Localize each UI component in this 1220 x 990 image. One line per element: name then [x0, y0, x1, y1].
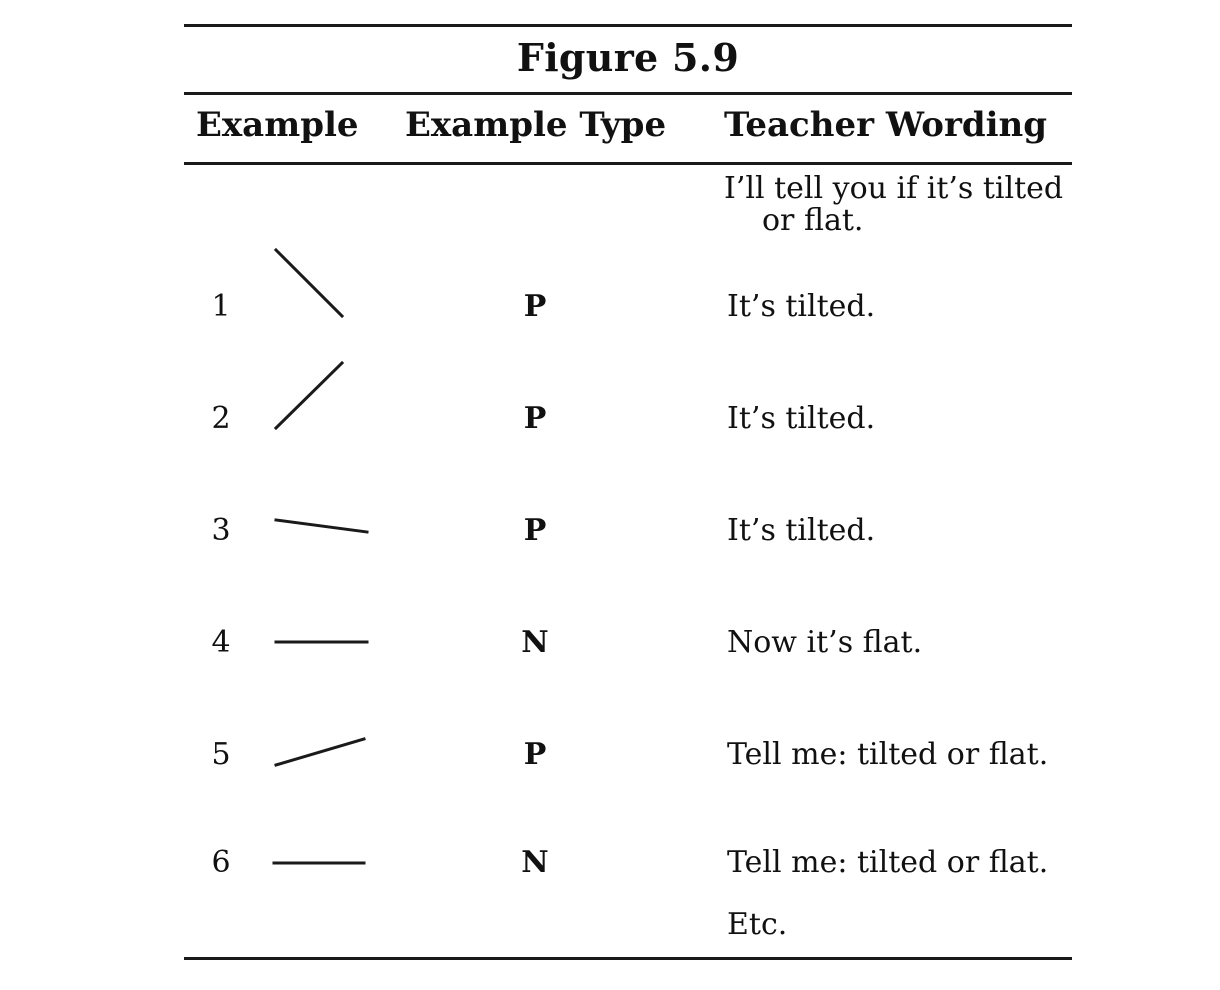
intro-line-2: or flat.: [762, 203, 864, 238]
header-bottom-rule: [184, 162, 1072, 165]
example-type: N: [521, 845, 549, 880]
flat-line-icon: [268, 738, 378, 988]
teacher-wording: Now it’s flat.: [727, 625, 923, 660]
example-type: P: [523, 401, 547, 436]
bottom-rule: [184, 957, 1072, 960]
top-rule: [184, 24, 1072, 27]
teacher-wording: Tell me: tilted or flat.: [727, 845, 1049, 880]
teacher-wording: It’s tilted.: [727, 289, 876, 324]
intro-line-1: I’ll tell you if it’s tilted: [724, 171, 1064, 206]
example-type: N: [521, 625, 549, 660]
table-row: [184, 838, 1072, 888]
teacher-wording: It’s tilted.: [727, 401, 876, 436]
teacher-wording: Tell me: tilted or flat.: [727, 737, 1049, 772]
figure-title: Figure 5.9: [516, 35, 740, 80]
column-header-example-type: Example Type: [405, 105, 667, 145]
example-number: 3: [211, 513, 231, 548]
example-number: 2: [211, 401, 231, 436]
header-top-rule: [184, 92, 1072, 95]
intro-wording: [724, 173, 1064, 237]
teacher-wording: It’s tilted.: [727, 513, 876, 548]
column-header-example: Example: [196, 105, 359, 145]
example-type: P: [523, 513, 547, 548]
example-type: P: [523, 737, 547, 772]
column-header-teacher-wording: Teacher Wording: [724, 105, 1048, 145]
example-number: 1: [211, 289, 231, 324]
etc-note: Etc.: [727, 907, 788, 942]
example-type: P: [523, 289, 547, 324]
example-number: 4: [211, 625, 231, 660]
example-number: 6: [211, 845, 231, 880]
example-number: 5: [211, 737, 231, 772]
